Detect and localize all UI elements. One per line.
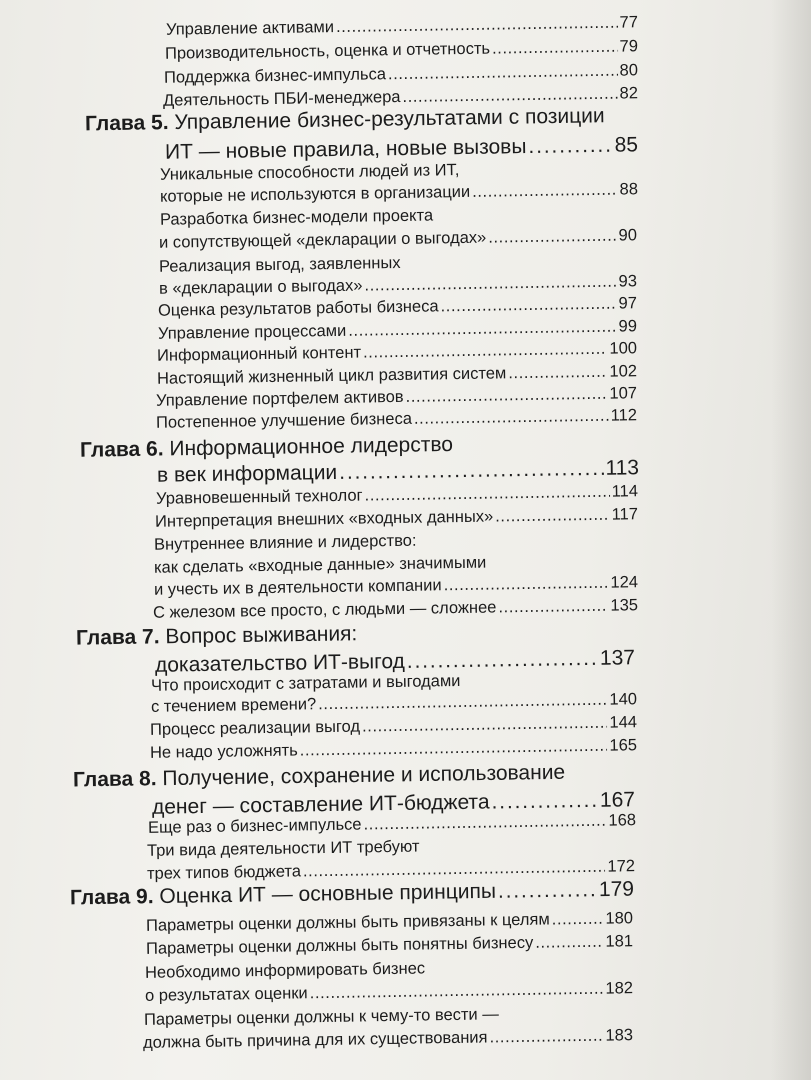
page-number: 114 xyxy=(611,482,639,501)
page-number: 107 xyxy=(609,384,638,403)
leader-dots xyxy=(339,457,604,485)
chapter-label: Глава 7. xyxy=(75,625,160,650)
page-number: 167 xyxy=(599,788,636,812)
page-number: 113 xyxy=(605,456,640,480)
toc-entry: должна быть причина для их существования . . . 183 xyxy=(143,1026,633,1053)
leader-dots xyxy=(364,483,609,506)
toc-entry: в «декларации о выгодах» . . . 93 xyxy=(159,272,637,299)
leader-dots xyxy=(508,363,607,384)
page-number: 88 xyxy=(619,180,639,199)
toc-entry: Управление процессами . . . 99 xyxy=(158,317,637,344)
toc-entry: о результатах оценки . . . 182 xyxy=(145,979,633,1006)
toc-entry: Информационный контент . . . 100 xyxy=(157,339,637,366)
page-number: 181 xyxy=(605,932,634,951)
chapter-heading: Глава 6. Информационное лидерство xyxy=(79,432,454,462)
chapter-heading: в век информации . . . 113 xyxy=(157,456,639,488)
leader-dots xyxy=(498,597,608,618)
leader-dots xyxy=(528,134,613,159)
toc-entry: Постепенное улучшение бизнеса . . . 112 xyxy=(156,406,637,433)
toc-entry: Что происходит с затратами и выгодами xyxy=(150,671,461,695)
chapter-label: Глава 5. xyxy=(84,111,169,136)
leader-dots xyxy=(495,506,610,527)
toc-entry: Три вида деятельности ИТ требуют xyxy=(146,837,420,860)
toc-entry: и сопутствующей «декларации о выгодах» . . . 90 xyxy=(159,226,637,253)
toc-entry: С железом все просто, с людьми — сложнее . . . 135 xyxy=(153,596,638,623)
toc-entry: Управление портфелем активов . . . 107 xyxy=(156,384,637,411)
page-number: 82 xyxy=(619,84,639,103)
page-number: 144 xyxy=(609,713,638,732)
chapter-label: Глава 8. xyxy=(72,767,157,792)
toc-entry: Еще раз о бизнес-импульсе . . . 168 xyxy=(148,811,636,838)
page-number: 77 xyxy=(619,13,639,32)
toc-entry: Производительность, оценка и отчетность . . . 79 xyxy=(165,37,638,63)
leader-dots xyxy=(318,691,608,715)
page-number: 165 xyxy=(609,736,638,755)
leader-dots xyxy=(300,737,608,761)
leader-dots xyxy=(364,273,616,296)
leader-dots xyxy=(498,878,597,904)
toc-entry: и учесть их в деятельности компании . . . 124 xyxy=(154,573,638,600)
leader-dots xyxy=(444,574,609,596)
toc-entry: Реализация выгод, заявленных xyxy=(158,253,401,276)
toc-entry: Параметры оценки должны быть привязаны к целям . . . 180 xyxy=(146,909,633,936)
toc-entry: трех типов бюджета . . . 172 xyxy=(147,857,635,884)
page-number: 140 xyxy=(609,690,638,709)
toc-entry: Не надо усложнять . . . 165 xyxy=(150,736,637,763)
page-number: 179 xyxy=(598,877,635,902)
toc-entry: которые не используются в организации . . . 88 xyxy=(160,180,638,207)
toc-entry: Параметры оценки должны к чему-то вести — xyxy=(143,1005,499,1029)
leader-dots xyxy=(405,385,607,407)
leader-dots xyxy=(535,933,603,953)
page-number: 180 xyxy=(605,909,634,928)
leader-dots xyxy=(414,407,609,429)
toc-entry: Уникальные способности людей из ИТ, xyxy=(159,161,460,184)
leader-dots xyxy=(489,1027,603,1048)
toc-entry: Процесс реализации выгод . . . 144 xyxy=(150,713,637,740)
toc-entry: с течением времени? . . . 140 xyxy=(151,690,637,717)
page-number: 168 xyxy=(608,811,637,830)
leader-dots xyxy=(552,910,604,930)
leader-dots xyxy=(472,181,618,202)
chapter-heading: денег — составление ИТ-бюджета . . . 167 xyxy=(152,788,635,820)
page-number: 93 xyxy=(618,272,638,291)
page-number: 99 xyxy=(618,317,638,336)
leader-dots xyxy=(492,38,618,59)
page-number: 137 xyxy=(599,646,636,670)
toc-entry: Необходимо информировать бизнес xyxy=(144,959,426,982)
toc-entry: Поддержка бизнес-импульса . . . 80 xyxy=(164,61,638,87)
page-number: 90 xyxy=(618,226,638,245)
chapter-heading: ИТ — новые правила, новые вызовы . . . 85 xyxy=(165,133,638,164)
chapter-heading: Глава 9. Оценка ИТ — основные принципы . . . 179 xyxy=(70,878,634,911)
chapter-heading: Глава 5. Управление бизнес-результатами с позиции xyxy=(84,104,605,136)
page-number: 135 xyxy=(610,596,639,615)
leader-dots xyxy=(348,318,617,341)
page-number: 112 xyxy=(610,406,638,425)
leader-dots xyxy=(336,14,618,37)
page-number: 97 xyxy=(618,294,638,313)
leader-dots xyxy=(310,980,604,1004)
chapter-heading: Глава 8. Получение, сохранение и использование xyxy=(72,760,566,792)
page-number: 102 xyxy=(609,362,638,381)
chapter-heading: доказательство ИТ-выгод . . . 137 xyxy=(155,646,635,678)
toc-entry: как сделать «входные данные» значимыми xyxy=(153,553,487,577)
page-number: 100 xyxy=(609,339,638,358)
toc-entry: Разработка бизнес-модели проекта xyxy=(159,206,434,229)
leader-dots xyxy=(440,295,616,317)
page-number: 183 xyxy=(605,1026,634,1045)
page-number: 80 xyxy=(619,61,639,80)
leader-dots xyxy=(488,227,617,248)
chapter-label: Глава 9. xyxy=(69,885,154,910)
chapter-heading: Глава 7. Вопрос выживания: xyxy=(75,622,358,650)
toc-entry: Оценка результатов работы бизнеса . . . 97 xyxy=(158,294,637,321)
toc-entry: Интерпретация внешних «входных данных» . . . 117 xyxy=(155,505,638,532)
leader-dots xyxy=(363,812,606,835)
toc-entry: Управление активами . . . 77 xyxy=(166,13,638,39)
leader-dots xyxy=(362,714,608,737)
toc-entry: Параметры оценки должны быть понятны бизнесу . . . 181 xyxy=(146,932,633,959)
leader-dots xyxy=(388,62,618,85)
toc-entry: Настоящий жизненный цикл развития систем . . . 102 xyxy=(157,362,637,389)
page-number: 124 xyxy=(610,573,639,592)
leader-dots xyxy=(363,340,608,363)
chapter-label: Глава 6. xyxy=(79,437,164,462)
page-number: 172 xyxy=(607,857,636,876)
page-number: 117 xyxy=(611,505,639,524)
page-number: 79 xyxy=(619,37,639,56)
toc-entry: Внутреннее влияние и лидерство: xyxy=(153,531,417,554)
page-number: 182 xyxy=(605,979,634,998)
page-number: 85 xyxy=(614,133,639,157)
toc-entry: Деятельность ПБИ-менеджера . . . 82 xyxy=(163,84,638,110)
toc-entry: Уравновешенный технолог . . . 114 xyxy=(156,482,638,509)
leader-dots xyxy=(491,789,598,815)
